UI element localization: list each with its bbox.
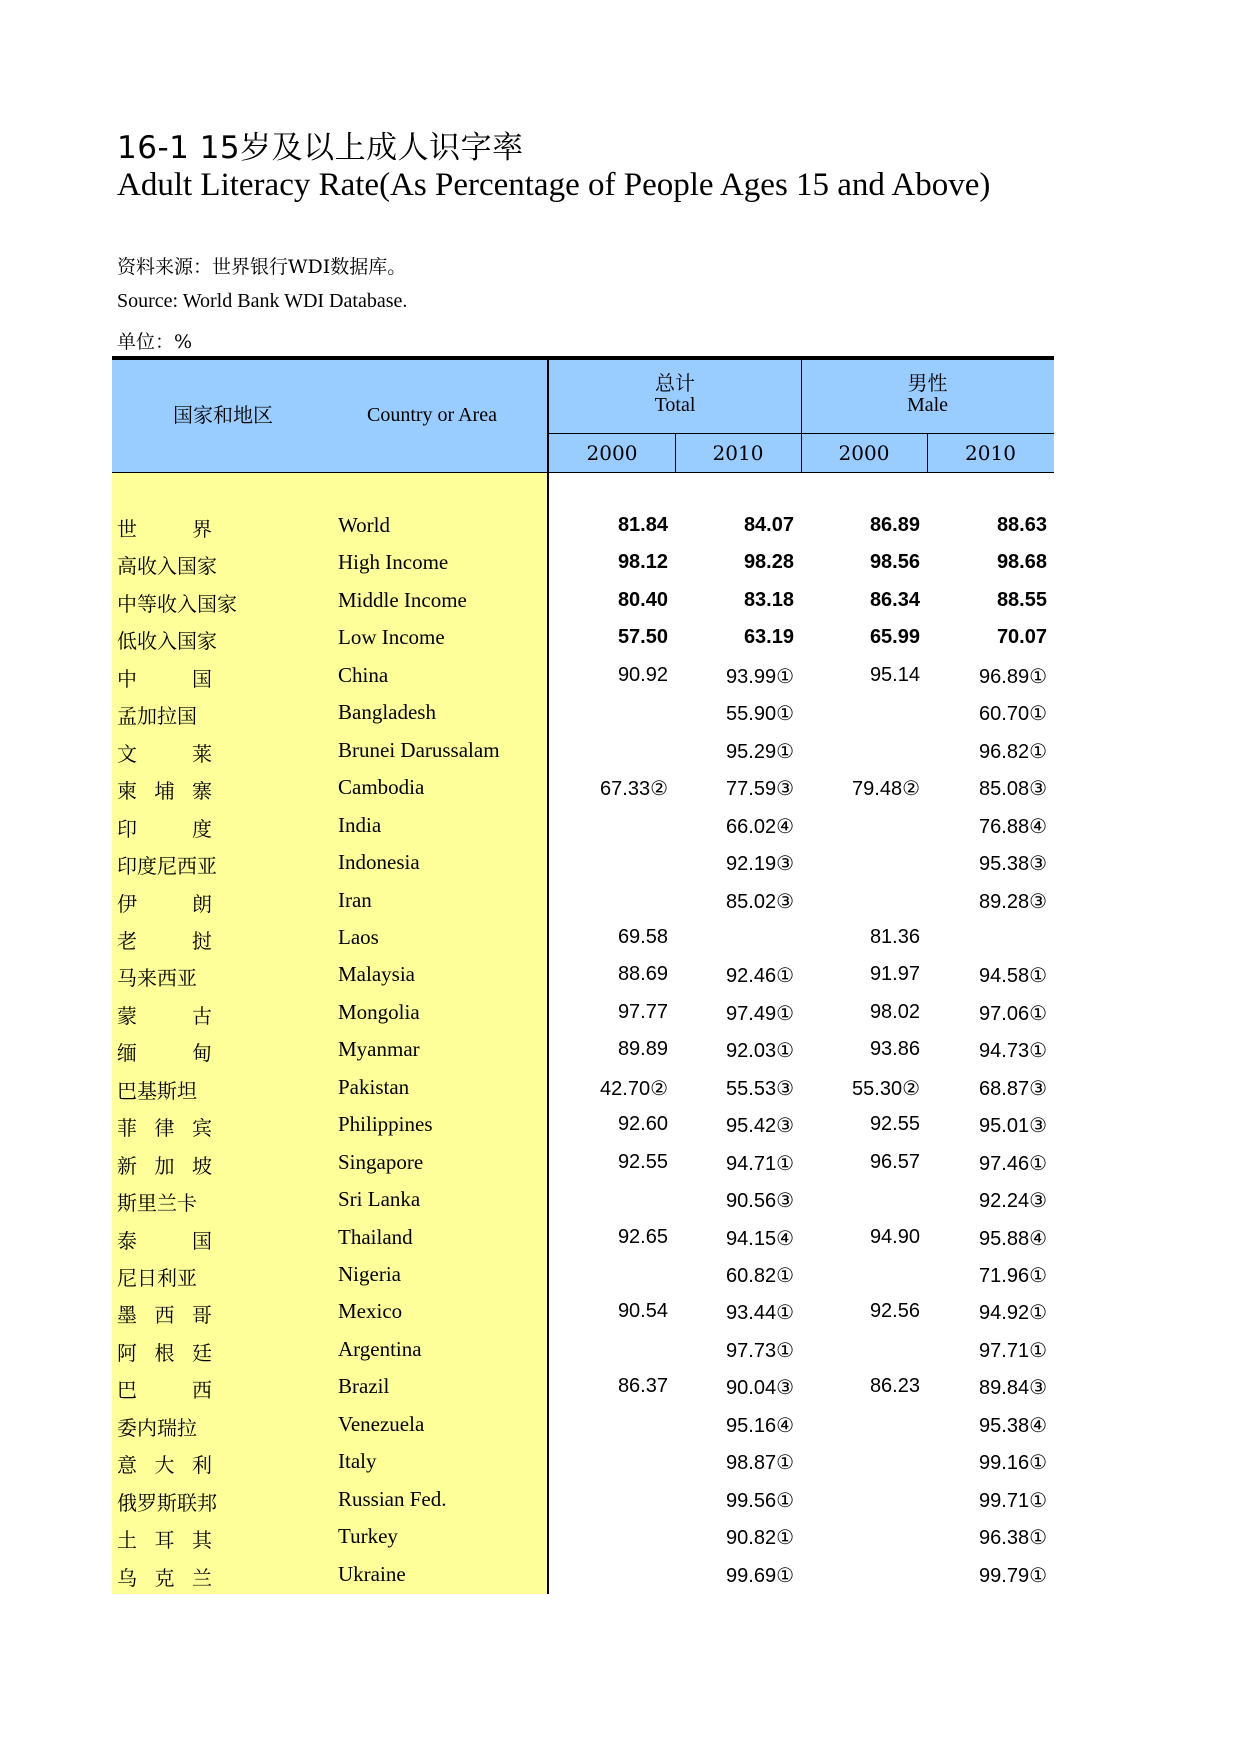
value-total-2000: 80.40	[617, 588, 668, 611]
country-name-cn: 伊朗	[117, 891, 212, 916]
table-row	[112, 508, 1054, 545]
value-total-2010: 95.29①	[726, 740, 794, 763]
value-total-2010: 83.18	[743, 588, 794, 611]
table-row	[112, 1369, 1054, 1406]
table-row	[112, 1257, 1054, 1294]
table-row	[112, 1182, 1054, 1219]
value-male-2000: 65.99	[869, 626, 920, 649]
value-male-2010: 95.88④	[979, 1227, 1047, 1250]
country-name-cn: 低收入国家	[117, 629, 217, 654]
country-name-en: World	[338, 513, 390, 537]
value-male-2010: 60.70①	[979, 703, 1047, 726]
table-row	[112, 920, 1054, 957]
country-name-cn: 缅甸	[117, 1041, 212, 1066]
value-total-2010: 97.73①	[726, 1339, 794, 1362]
country-name-en: Middle Income	[338, 587, 467, 612]
country-name-en: Brazil	[338, 1374, 390, 1399]
value-male-2010: 88.63	[996, 514, 1047, 536]
value-total-2000: 89.89	[617, 1038, 668, 1061]
value-total-2000: 86.37	[617, 1375, 668, 1398]
value-male-2000: 91.97	[869, 963, 920, 986]
header-male-cn: 男性	[907, 371, 948, 395]
country-name-cn: 印度	[117, 816, 212, 841]
value-male-2010: 97.06①	[979, 1002, 1047, 1025]
country-name-cn: 新加坡	[117, 1153, 212, 1178]
value-total-2010: 93.99①	[726, 665, 794, 688]
country-name-en: Laos	[338, 924, 379, 949]
table-row	[112, 845, 1054, 882]
header-year-male-2010: 2010	[965, 441, 1016, 465]
header-year-total-2010: 2010	[712, 441, 764, 465]
country-name-cn: 墨西哥	[117, 1303, 212, 1328]
value-male-2010: 97.46①	[979, 1152, 1047, 1175]
country-name-cn: 巴西	[117, 1378, 212, 1403]
country-name-en: Singapore	[338, 1149, 424, 1174]
country-name-cn: 柬埔寨	[117, 779, 212, 804]
country-name-cn: 中国	[117, 666, 212, 691]
value-total-2000: 81.84	[617, 514, 668, 536]
country-name-cn: 尼日利亚	[117, 1266, 197, 1290]
value-male-2000: 96.57	[869, 1150, 920, 1173]
country-name-en: Malaysia	[338, 962, 415, 987]
value-total-2010: 92.03①	[726, 1040, 794, 1063]
value-total-2010: 60.82①	[726, 1265, 794, 1287]
value-male-2000: 86.89	[869, 514, 920, 536]
country-name-en: Philippines	[338, 1112, 433, 1137]
country-name-cn: 俄罗斯联邦	[117, 1490, 217, 1515]
value-total-2010: 93.44①	[726, 1302, 794, 1325]
value-total-2010: 92.19③	[726, 853, 794, 876]
country-name-cn: 中等收入国家	[117, 591, 237, 616]
value-male-2000: 98.02	[869, 1000, 920, 1023]
country-name-cn: 意大利	[117, 1453, 212, 1478]
table-row	[112, 1070, 1054, 1107]
value-male-2010: 88.55	[996, 588, 1047, 611]
country-name-en: Turkey	[338, 1524, 398, 1549]
value-total-2010: 66.02④	[726, 815, 794, 838]
value-male-2010: 89.28③	[979, 890, 1047, 913]
value-total-2010: 98.87①	[726, 1452, 794, 1475]
country-name-cn: 孟加拉国	[117, 704, 197, 729]
table-row	[112, 695, 1054, 732]
country-name-en: China	[338, 662, 389, 687]
value-total-2000: 92.65	[617, 1225, 668, 1248]
country-name-cn: 乌克兰	[117, 1565, 212, 1590]
country-name-en: Pakistan	[338, 1074, 410, 1099]
table-row	[112, 1519, 1054, 1556]
value-total-2000: 69.58	[617, 925, 668, 948]
value-total-2010: 94.15④	[726, 1227, 794, 1250]
value-total-2010: 97.49①	[726, 1002, 794, 1025]
value-total-2000: 42.70②	[600, 1077, 668, 1100]
country-name-cn: 印度尼西亚	[117, 854, 217, 879]
value-total-2000: 98.12	[617, 551, 668, 574]
value-total-2010: 98.28	[743, 551, 794, 574]
table-row	[112, 1220, 1054, 1257]
country-name-en: Nigeria	[338, 1262, 401, 1286]
value-total-2000: 90.54	[617, 1300, 668, 1323]
value-male-2010: 95.38④	[979, 1414, 1047, 1437]
header-year-male-2000: 2000	[838, 441, 890, 465]
value-male-2000: 92.56	[869, 1300, 920, 1323]
table-row	[112, 1032, 1054, 1069]
country-name-cn: 马来西亚	[117, 966, 197, 991]
table-row	[112, 808, 1054, 845]
value-total-2000: 97.77	[617, 1000, 668, 1023]
value-male-2000: 86.23	[869, 1375, 920, 1398]
value-total-2000: 90.92	[617, 663, 668, 686]
value-total-2010: 55.53③	[726, 1077, 794, 1100]
value-total-2010: 95.16④	[726, 1414, 794, 1437]
value-male-2010: 68.87③	[979, 1077, 1047, 1100]
unit-note: 单位：%	[117, 331, 193, 353]
value-total-2000: 92.55	[617, 1150, 668, 1173]
country-name-en: Indonesia	[338, 850, 420, 875]
value-male-2010: 98.68	[996, 551, 1047, 574]
table-row	[112, 1332, 1054, 1369]
value-male-2000: 79.48②	[852, 778, 920, 801]
country-name-en: Russian Fed.	[338, 1486, 447, 1511]
value-male-2010: 94.58①	[979, 965, 1047, 988]
value-total-2010: 99.69①	[726, 1564, 794, 1587]
value-male-2010: 95.38③	[979, 853, 1047, 876]
value-male-2010: 96.38①	[979, 1527, 1047, 1550]
value-male-2010: 70.07	[996, 626, 1047, 649]
value-total-2010: 55.90①	[726, 703, 794, 726]
country-name-en: Myanmar	[338, 1037, 420, 1062]
header-country-cn: 国家和地区	[173, 403, 273, 427]
country-name-en: Cambodia	[338, 775, 425, 800]
country-name-cn: 菲律宾	[117, 1116, 212, 1141]
value-male-2010: 92.24③	[979, 1190, 1047, 1213]
country-name-en: Argentina	[338, 1336, 422, 1361]
value-total-2000: 67.33②	[600, 778, 668, 801]
value-total-2010: 94.71①	[726, 1152, 794, 1175]
value-total-2010: 92.46①	[726, 965, 794, 988]
country-name-en: High Income	[338, 550, 449, 575]
value-total-2010: 85.02③	[726, 890, 794, 913]
country-name-en: Mexico	[338, 1299, 403, 1324]
value-male-2010: 99.71①	[979, 1489, 1047, 1512]
table-row	[112, 545, 1054, 582]
table-header	[112, 360, 1054, 472]
header-country-en: Country or Area	[367, 404, 497, 426]
country-name-cn: 老挝	[117, 928, 212, 953]
source-note-en: Source: World Bank WDI Database.	[117, 290, 408, 312]
country-name-en: Iran	[338, 887, 372, 912]
country-name-cn: 文莱	[117, 741, 212, 766]
value-total-2010: 90.82①	[726, 1527, 794, 1550]
value-male-2000: 55.30②	[852, 1077, 920, 1100]
country-name-en: Mongolia	[338, 999, 420, 1024]
page-title-cn: 16-1 15岁及以上成人识字率	[117, 130, 524, 166]
table-row	[112, 1482, 1054, 1519]
value-total-2010: 77.59③	[726, 778, 794, 801]
table-row	[112, 1407, 1054, 1444]
page-title-en: Adult Literacy Rate(As Percentage of People Ages 15 and Above)	[117, 167, 991, 203]
value-total-2010: 90.56③	[726, 1190, 794, 1213]
country-name-cn: 土耳其	[117, 1528, 212, 1553]
value-total-2010: 63.19	[743, 626, 794, 649]
table-row	[112, 620, 1054, 657]
country-name-en: Sri Lanka	[338, 1187, 421, 1212]
value-male-2000: 95.14	[869, 663, 920, 686]
table-row	[112, 658, 1054, 695]
table-row	[112, 1145, 1054, 1182]
country-name-en: Italy	[338, 1449, 377, 1474]
value-male-2010: 85.08③	[979, 778, 1047, 801]
value-male-2010: 97.71①	[979, 1339, 1047, 1362]
value-male-2000: 93.86	[869, 1038, 920, 1061]
table-row	[112, 583, 1054, 620]
table-row	[112, 1557, 1054, 1594]
country-name-en: India	[338, 812, 382, 837]
country-name-cn: 泰国	[117, 1228, 212, 1253]
table-row	[112, 1107, 1054, 1144]
table-row	[112, 995, 1054, 1032]
header-year-total-2000: 2000	[586, 441, 638, 465]
table-row	[112, 733, 1054, 770]
value-male-2010: 95.01③	[979, 1115, 1047, 1138]
country-name-cn: 巴基斯坦	[117, 1078, 197, 1103]
value-male-2000: 94.90	[869, 1225, 920, 1248]
value-total-2000: 88.69	[617, 963, 668, 986]
value-total-2000: 57.50	[617, 626, 668, 649]
country-name-cn: 高收入国家	[117, 554, 217, 579]
value-male-2010: 76.88④	[979, 815, 1047, 838]
country-name-en: Bangladesh	[338, 700, 436, 725]
country-name-cn: 阿根廷	[117, 1340, 212, 1365]
value-male-2010: 89.84③	[979, 1377, 1047, 1400]
country-name-en: Thailand	[338, 1224, 413, 1249]
value-male-2000: 92.55	[869, 1113, 920, 1136]
value-total-2000: 92.60	[617, 1113, 668, 1136]
table-row	[112, 770, 1054, 807]
table-row	[112, 1294, 1054, 1331]
value-male-2000: 98.56	[869, 551, 920, 574]
value-male-2010: 94.92①	[979, 1302, 1047, 1325]
value-male-2010: 96.82①	[979, 740, 1047, 763]
source-note-cn: 资料来源：世界银行WDI数据库。	[117, 256, 407, 278]
country-name-en: Low Income	[338, 625, 445, 650]
value-male-2010: 96.89①	[979, 665, 1047, 688]
country-name-en: Brunei Darussalam	[338, 737, 500, 762]
country-name-cn: 斯里兰卡	[117, 1191, 197, 1216]
value-male-2010: 99.16①	[979, 1452, 1047, 1475]
value-total-2010: 90.04③	[726, 1377, 794, 1400]
table-row	[112, 957, 1054, 994]
value-total-2010: 99.56①	[726, 1489, 794, 1512]
header-male-en: Male	[906, 394, 949, 416]
country-name-en: Venezuela	[338, 1411, 425, 1436]
value-male-2010: 99.79①	[979, 1564, 1047, 1587]
country-name-cn: 世界	[117, 517, 212, 541]
value-male-2010: 71.96①	[979, 1265, 1047, 1287]
table-row	[112, 1444, 1054, 1481]
value-total-2010: 95.42③	[726, 1115, 794, 1138]
value-total-2010: 84.07	[743, 514, 794, 536]
country-name-en: Ukraine	[338, 1561, 406, 1586]
value-male-2010: 94.73①	[979, 1040, 1047, 1063]
header-total-en: Total	[654, 394, 696, 416]
value-male-2000: 81.36	[869, 925, 920, 948]
table-row	[112, 883, 1054, 920]
header-total-cn: 总计	[655, 371, 695, 395]
value-male-2000: 86.34	[869, 588, 920, 611]
country-name-cn: 委内瑞拉	[117, 1415, 197, 1440]
country-name-cn: 蒙古	[117, 1003, 212, 1028]
